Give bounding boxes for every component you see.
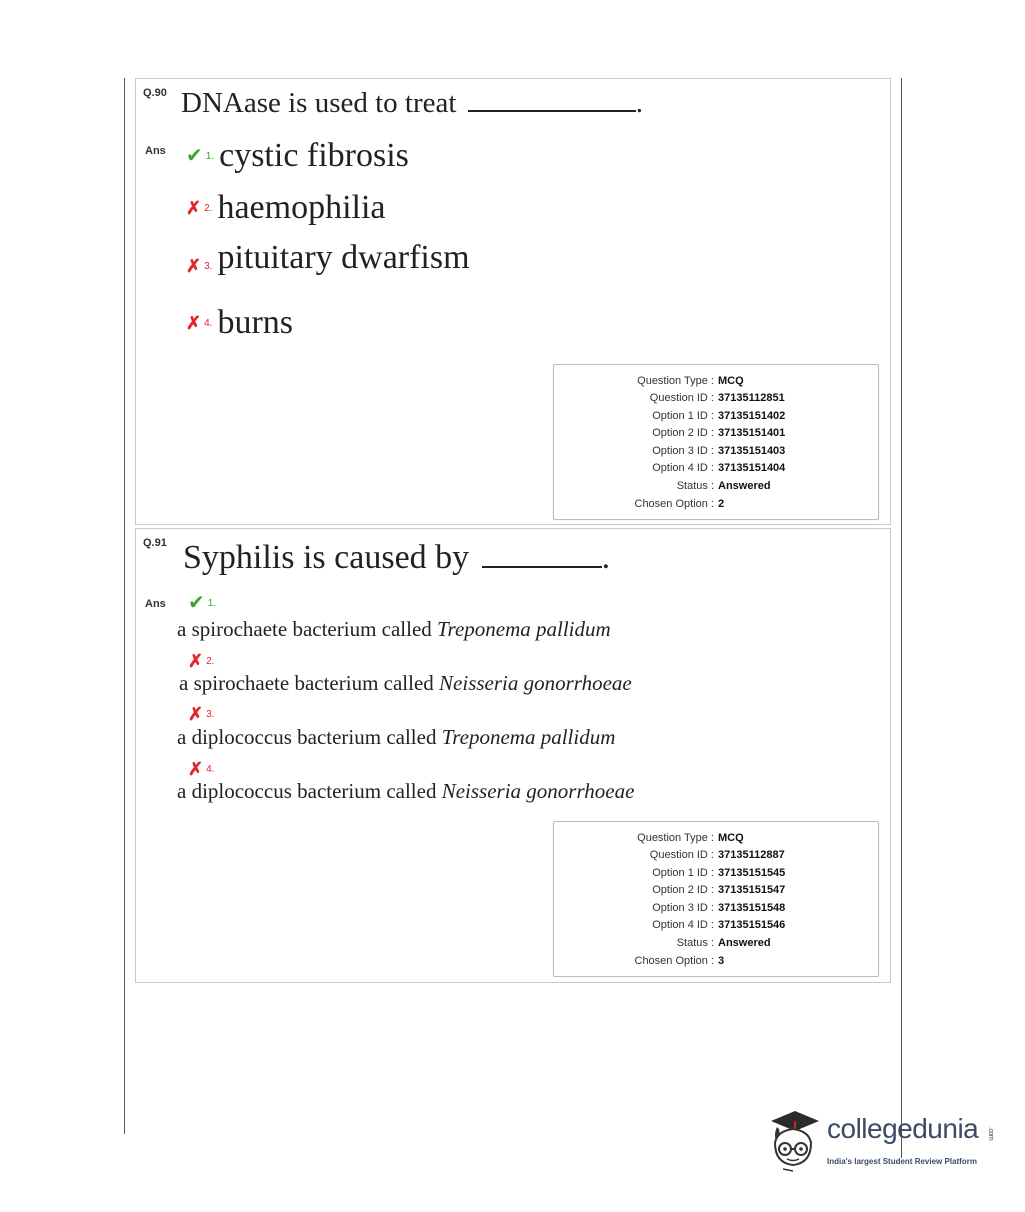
option-number: 1. bbox=[205, 150, 215, 162]
answer-label: Ans bbox=[145, 598, 166, 610]
cross-icon: ✗ bbox=[188, 759, 204, 779]
organism-name: Treponema pallidum bbox=[437, 617, 611, 641]
cross-icon: ✗ bbox=[188, 651, 204, 671]
option-4 bbox=[177, 779, 634, 804]
question-text bbox=[183, 539, 610, 577]
option-text: burns bbox=[217, 304, 293, 341]
info-row: Chosen Option : 2 bbox=[634, 498, 725, 510]
right-margin-line bbox=[901, 78, 902, 1158]
organism-name: Neisseria gonorrhoeae bbox=[441, 779, 635, 803]
info-row: Option 3 ID : 37135151403 bbox=[652, 445, 786, 457]
option-text: haemophilia bbox=[217, 189, 386, 226]
info-row: Option 4 ID : 37135151546 bbox=[652, 919, 786, 931]
question-end: . bbox=[635, 87, 643, 119]
option-number: 4. bbox=[206, 763, 215, 775]
info-row: Question ID : 37135112851 bbox=[649, 392, 785, 404]
option-2-marker bbox=[188, 652, 219, 670]
organism-name: Treponema pallidum bbox=[441, 725, 616, 749]
question-info-panel bbox=[553, 364, 879, 520]
info-row: Option 3 ID : 37135151548 bbox=[652, 902, 786, 914]
info-row: Question Type : MCQ bbox=[637, 832, 744, 844]
option-number: 3. bbox=[206, 708, 215, 720]
info-row: Option 1 ID : 37135151545 bbox=[652, 867, 786, 879]
option-text: a spirochaete bacterium called bbox=[179, 671, 434, 695]
answer-label: Ans bbox=[145, 145, 166, 157]
brand-suffix: .com bbox=[987, 1127, 994, 1141]
question-stem: DNAase is used to treat bbox=[181, 87, 457, 119]
mascot-icon bbox=[765, 1105, 823, 1173]
option-1-marker bbox=[188, 593, 221, 613]
answer-blank bbox=[482, 566, 602, 568]
option-2 bbox=[179, 671, 632, 696]
question-end: . bbox=[601, 539, 611, 576]
option-1 bbox=[177, 617, 611, 642]
option-4-marker bbox=[188, 760, 219, 778]
option-text: a diplococcus bacterium called bbox=[177, 779, 437, 803]
cross-icon: ✗ bbox=[186, 313, 202, 333]
question-info-panel bbox=[553, 821, 879, 977]
left-margin-line bbox=[124, 78, 125, 1134]
check-icon: ✔ bbox=[188, 592, 205, 614]
option-1 bbox=[186, 137, 409, 175]
info-row: Question Type : MCQ bbox=[637, 375, 744, 387]
option-text: pituitary dwarfism bbox=[217, 239, 470, 276]
option-3 bbox=[186, 239, 470, 277]
info-row: Option 2 ID : 37135151547 bbox=[652, 884, 786, 896]
question-number: Q.90 bbox=[143, 87, 167, 99]
option-3-marker bbox=[188, 705, 219, 723]
option-number: 2. bbox=[204, 202, 213, 214]
info-row: Option 2 ID : 37135151401 bbox=[652, 427, 786, 439]
question-card bbox=[135, 528, 891, 983]
organism-name: Neisseria gonorrhoeae bbox=[439, 671, 632, 695]
question-card bbox=[135, 78, 891, 525]
brand-tagline: India's largest Student Review Platform bbox=[827, 1157, 977, 1166]
check-icon: ✔ bbox=[186, 145, 203, 167]
info-row: Chosen Option : 3 bbox=[634, 955, 725, 967]
option-text: cystic fibrosis bbox=[219, 137, 409, 174]
info-row: Status : Answered bbox=[676, 480, 771, 492]
cross-icon: ✗ bbox=[186, 198, 202, 218]
option-number: 1. bbox=[207, 597, 217, 609]
option-2 bbox=[186, 189, 386, 227]
option-4 bbox=[186, 304, 293, 342]
option-text: a spirochaete bacterium called bbox=[177, 617, 432, 641]
question-stem: Syphilis is caused by bbox=[183, 539, 470, 576]
question-number: Q.91 bbox=[143, 537, 167, 549]
option-number: 3. bbox=[204, 260, 213, 272]
option-text: a diplococcus bacterium called bbox=[177, 725, 437, 749]
brand-name: collegedunia .com bbox=[827, 1113, 994, 1144]
option-3 bbox=[177, 725, 615, 750]
cross-icon: ✗ bbox=[186, 256, 202, 276]
question-text bbox=[181, 87, 643, 120]
cross-icon: ✗ bbox=[188, 704, 204, 724]
info-row: Option 4 ID : 37135151404 bbox=[652, 462, 786, 474]
info-row: Option 1 ID : 37135151402 bbox=[652, 410, 786, 422]
info-row: Question ID : 37135112887 bbox=[649, 849, 785, 861]
answer-blank bbox=[468, 110, 636, 112]
option-number: 2. bbox=[206, 655, 215, 667]
info-row: Status : Answered bbox=[676, 937, 771, 949]
collegedunia-logo[interactable] bbox=[765, 1105, 995, 1175]
option-number: 4. bbox=[204, 317, 213, 329]
